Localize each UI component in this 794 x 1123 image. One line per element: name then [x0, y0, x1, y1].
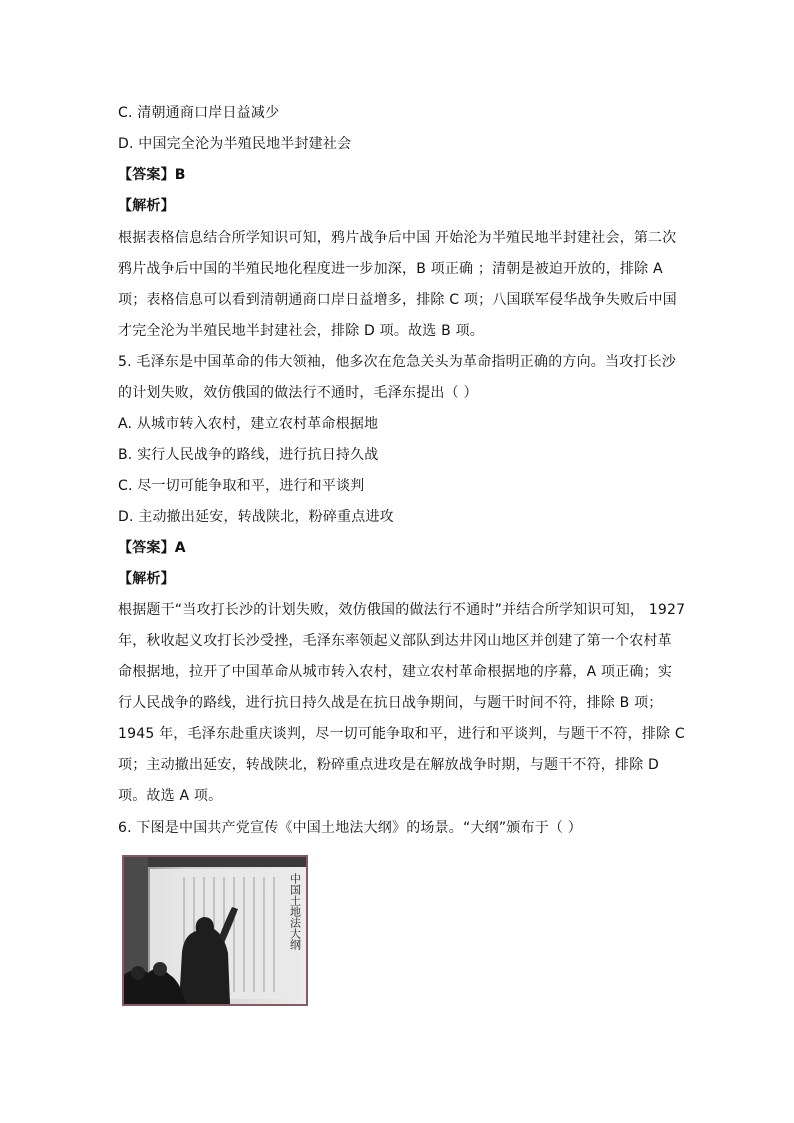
q4-option-d: D. 中国完全沦为半殖民地半封建社会 — [118, 136, 352, 152]
q5-analysis-line: 项；主动撤出延安，转战陕北，粉碎重点进攻是在解放战争时期，与题干不符，排除 D — [118, 757, 660, 773]
q4-analysis-line: 项；表格信息可以看到清朝通商口岸日益增多，排除 C 项；八国联军侵华战争失败后中国 — [118, 292, 677, 308]
q5-analysis-line: 年，秋收起义攻打长沙受挫，毛泽东率领起义部队到达井冈山地区并创建了第一个农村革 — [118, 633, 672, 649]
q6-stem: 6. 下图是中国共产党宣传《中国土地法大纲》的场景。“大纲”颁布于（ ） — [118, 820, 582, 836]
q5-stem-line: 5. 毛泽东是中国革命的伟大领袖，他多次在危急关头为革命指明正确的方向。当攻打长沙 — [118, 354, 677, 370]
q4-option-c: C. 清朝通商口岸日益减少 — [118, 105, 280, 121]
q5-option-b: B. 实行人民战争的路线，进行抗日持久战 — [118, 447, 379, 463]
poster-title-vertical: 中国土地法大纲 — [288, 873, 302, 950]
q4-analysis-line: 才完全沦为半殖民地半封建社会，排除 D 项。故选 B 项。 — [118, 323, 484, 339]
q5-option-d: D. 主动撤出延安，转战陕北，粉碎重点进攻 — [118, 509, 394, 525]
q4-answer: 【答案】B — [118, 167, 186, 183]
q5-analysis-line: 行人民战争的路线，进行抗日持久战是在抗日战争期间，与题干时间不符，排除 B 项； — [118, 695, 663, 711]
q4-analysis-title: 【解析】 — [118, 198, 175, 214]
q4-analysis-line: 鸦片战争后中国的半殖民地化程度进一步加深，B 项正确 ；清朝是被迫开放的，排除 A — [118, 261, 663, 277]
q5-option-a: A. 从城市转入农村，建立农村革命根据地 — [118, 416, 379, 432]
photo-illustration — [124, 857, 306, 1004]
q5-analysis-line: 命根据地，拉开了中国革命从城市转入农村，建立农村革命根据地的序幕，A 项正确；实 — [118, 664, 673, 680]
q5-option-c: C. 尽一切可能争取和平，进行和平谈判 — [118, 478, 365, 494]
q5-stem-line: 的计划失败，效仿俄国的做法行不通时，毛泽东提出（ ） — [118, 385, 478, 401]
q5-analysis-title: 【解析】 — [118, 571, 175, 587]
q4-analysis-line: 根据表格信息结合所学知识可知，鸦片战争后中国 开始沦为半殖民地半封建社会，第二次 — [118, 230, 677, 246]
q5-analysis-line: 1945 年，毛泽东赴重庆谈判，尽一切可能争取和平，进行和平谈判，与题干不符，排除 C — [118, 726, 685, 742]
q5-analysis-line: 根据题干“当攻打长沙的计划失败，效仿俄国的做法行不通时”并结合所学知识可知， 1927 — [118, 602, 686, 618]
land-law-poster-photo — [122, 855, 308, 1006]
q5-answer: 【答案】A — [118, 540, 186, 556]
q5-analysis-line: 项。故选 A 项。 — [118, 788, 223, 804]
